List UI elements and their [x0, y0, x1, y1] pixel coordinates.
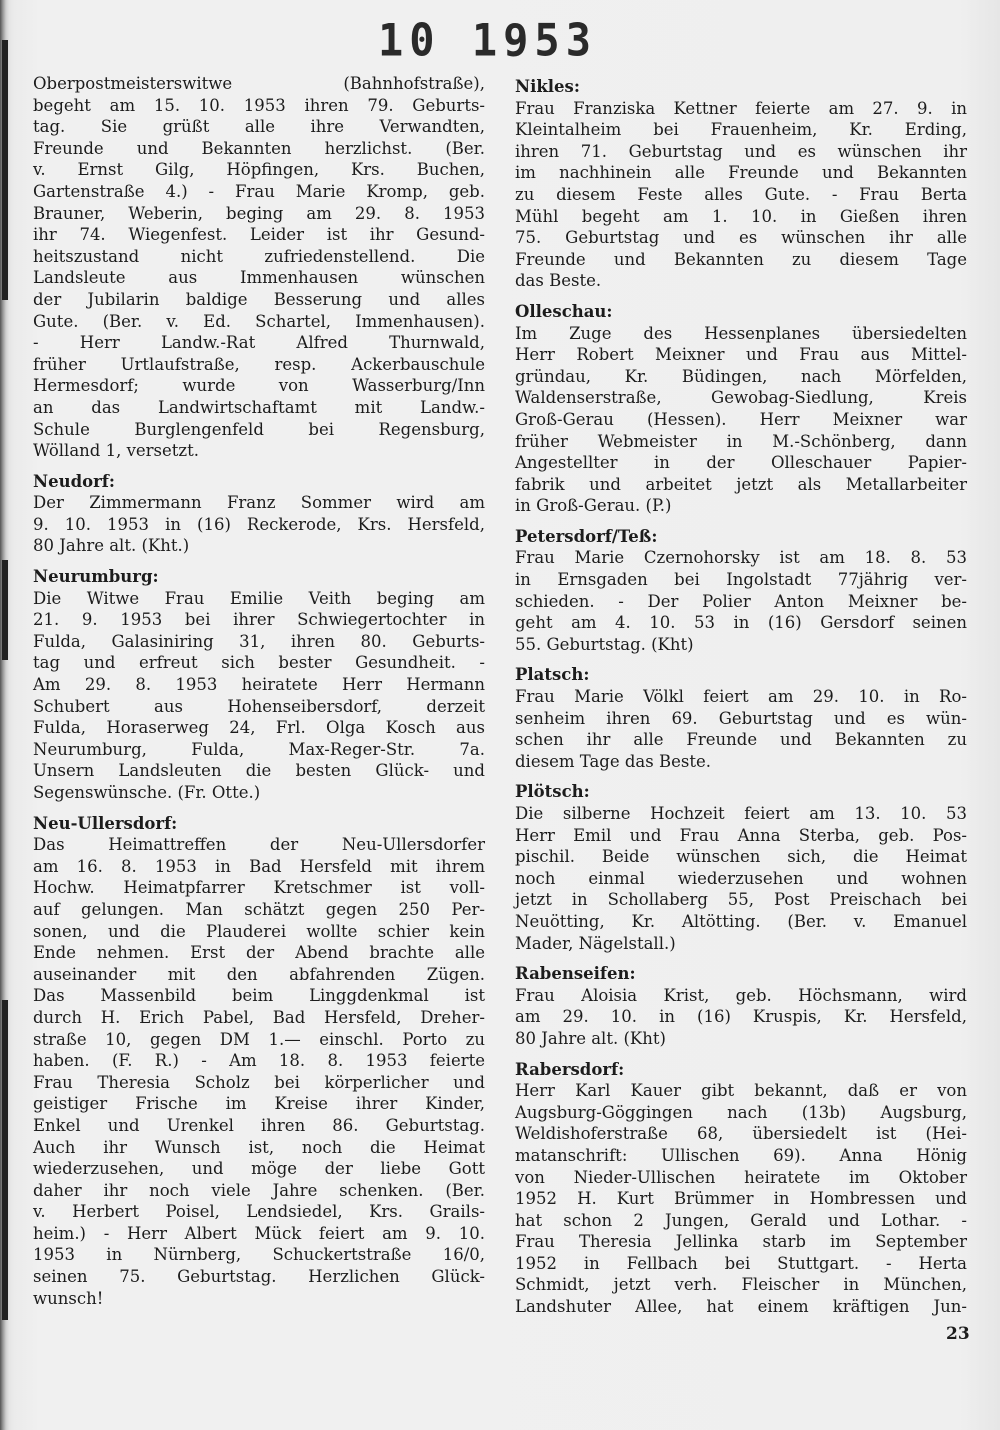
text-line: Schule Burglengenfeld bei Regensburg,: [33, 419, 485, 439]
text-line: wiederzusehen, und möge der liebe Gott: [33, 1159, 485, 1179]
text-line: Enkel und Urenkel ihren 86. Geburtstag.: [33, 1115, 485, 1135]
text-line: Oberpostmeisterswitwe (Bahnhofstraße),: [33, 74, 485, 93]
article-section: [515, 781, 967, 954]
text-line: haben. (F. R.) - Am 18. 8. 1953 feierte: [33, 1051, 485, 1071]
text-line: 1953 in Nürnberg, Schuckertstraße 16/0,: [33, 1245, 485, 1265]
text-line: von Nieder-Ullischen heiratete im Oktober: [515, 1167, 967, 1187]
text-line: Im Zuge des Hessenplanes übersiedelten: [515, 323, 967, 343]
text-line: pischil. Beide wünschen sich, die Heimat: [515, 847, 967, 867]
text-line: das Beste.: [515, 271, 602, 291]
text-line: Hermesdorf; wurde von Wasserburg/Inn: [33, 376, 485, 396]
text-line: Weldishoferstraße 68, übersiedelt ist (Hei-: [515, 1124, 967, 1144]
article-section: [515, 664, 967, 772]
text-line: Die Witwe Frau Emilie Veith beging am: [33, 588, 485, 608]
text-line: Schmidt, jetzt verh. Fleischer in München,: [515, 1275, 967, 1295]
section-heading: Rabersdorf:: [515, 1059, 625, 1079]
text-line: noch einmal wiederzusehen und wohnen: [515, 868, 967, 888]
article-section: [515, 76, 967, 292]
text-line: begeht am 15. 10. 1953 ihren 79. Geburts-: [33, 95, 485, 115]
text-line: Mader, Nägelstall.): [515, 933, 676, 953]
text-line: Frau Aloisia Krist, geb. Höchsmann, wird: [515, 985, 967, 1005]
text-line: Das Heimattreffen der Neu-Ullersdorfer: [33, 835, 485, 855]
text-line: Auch ihr Wunsch ist, noch die Heimat: [33, 1137, 485, 1157]
text-line: Gartenstraße 4.) - Frau Marie Kromp, geb.: [33, 181, 485, 201]
text-line: Herr Robert Meixner und Frau aus Mittel-: [515, 345, 967, 365]
text-line: Frau Theresia Scholz bei körperlicher und: [33, 1072, 485, 1092]
section-heading: Rabenseifen:: [515, 964, 636, 984]
text-line: geht am 4. 10. 53 in (16) Gersdorf seinen: [515, 613, 967, 633]
text-line: Gute. (Ber. v. Ed. Schartel, Immenhausen).: [33, 311, 485, 331]
text-line: früher Urtlaufstraße, resp. Ackerbauschule: [33, 354, 485, 374]
text-line: Herr Karl Kauer gibt bekannt, daß er von: [515, 1081, 967, 1101]
text-line: ihr 74. Wiegenfest. Leider ist ihr Gesund-: [33, 225, 485, 245]
text-line: Augsburg-Göggingen nach (13b) Augsburg,: [515, 1102, 967, 1122]
text-line: Freunde und Bekannten zu diesem Tage: [515, 249, 967, 269]
section-heading: Plötsch:: [515, 782, 590, 802]
text-line: v. Ernst Gilg, Höpfingen, Krs. Buchen,: [33, 160, 485, 180]
text-line: 9. 10. 1953 in (16) Reckerode, Krs. Hersfeld,: [33, 514, 485, 534]
text-line: Wölland 1, versetzt.: [33, 441, 199, 461]
article-section: [515, 301, 967, 517]
text-line: Herr Emil und Frau Anna Sterba, geb. Pos-: [515, 825, 967, 845]
text-line: Frau Franziska Kettner feierte am 27. 9. in: [515, 98, 967, 118]
text-line: tag. Sie grüßt alle ihre Verwandten,: [33, 117, 485, 137]
text-line: wunsch!: [33, 1288, 104, 1308]
text-line: in Ernsgaden bei Ingolstadt 77jährig ver-: [515, 570, 967, 590]
article-section: [515, 526, 967, 656]
text-line: Der Zimmermann Franz Sommer wird am: [33, 493, 485, 513]
text-line: Fulda, Horaserweg 24, Frl. Olga Kosch aus: [33, 718, 485, 738]
text-line: diesem Tage das Beste.: [515, 751, 711, 771]
text-line: Fulda, Galasiniring 31, ihren 80. Geburts-: [33, 631, 485, 651]
text-line: der Jubilarin baldige Besserung und alles: [33, 289, 485, 309]
section-heading: Neu-Ullersdorf:: [33, 813, 178, 833]
text-line: ihren 71. Geburtstag und es wünschen ihr: [515, 141, 967, 161]
text-line: 55. Geburtstag. (Kht): [515, 634, 694, 654]
text-line: Segenswünsche. (Fr. Otte.): [33, 783, 261, 802]
text-line: Angestellter in der Olleschauer Papier-: [515, 453, 967, 473]
text-line: Das Massenbild beim Linggdenkmal ist: [33, 986, 485, 1006]
text-line: Waldenserstraße, Gewobag-Siedlung, Kreis: [515, 388, 967, 408]
text-line: 21. 9. 1953 bei ihrer Schwiegertochter in: [33, 610, 485, 630]
text-line: 75. Geburtstag und es wünschen ihr alle: [515, 228, 967, 248]
text-line: Frau Theresia Jellinka starb im September: [515, 1232, 967, 1252]
text-line: hat schon 2 Jungen, Gerald und Lothar. -: [515, 1210, 967, 1230]
text-line: gründau, Kr. Büdingen, nach Mörfelden,: [515, 366, 967, 386]
text-line: senheim ihren 69. Geburtstag und es wün-: [515, 708, 967, 728]
date-stamp: 10 1953: [378, 14, 598, 67]
text-line: geistiger Frische im Kreise ihrer Kinder,: [33, 1094, 485, 1114]
binding-shadow: [2, 560, 8, 660]
text-line: Hochw. Heimatpfarrer Kretschmer ist voll-: [33, 878, 485, 898]
text-line: Am 29. 8. 1953 heiratete Herr Hermann: [33, 675, 485, 695]
text-line: Landshuter Allee, hat einem kräftigen Jun-: [515, 1297, 967, 1317]
text-line: Schubert aus Hohenseibersdorf, derzeit: [33, 696, 485, 716]
text-line: Frau Marie Völkl feiert am 29. 10. in Ro-: [515, 687, 967, 707]
text-line: tag und erfreut sich bester Gesundheit. -: [33, 653, 485, 673]
text-column-right: [515, 76, 967, 1318]
text-line: 80 Jahre alt. (Kht.): [33, 536, 190, 556]
text-line: Freunde und Bekannten herzlichst. (Ber.: [33, 138, 485, 158]
text-line: durch H. Erich Pabel, Bad Hersfeld, Dreher-: [33, 1007, 485, 1027]
text-line: jetzt in Schollaberg 55, Post Preischach bei: [515, 890, 967, 910]
page-number: 23: [946, 1324, 970, 1344]
section-heading: Platsch:: [515, 665, 590, 685]
text-line: heitszustand nicht zufriedenstellend. Die: [33, 246, 485, 266]
text-line: straße 10, gegen DM 1.— einschl. Porto zu: [33, 1029, 485, 1049]
text-line: Unsern Landsleuten die besten Glück- und: [33, 761, 485, 781]
text-line: Kleintalheim bei Frauenheim, Kr. Erding,: [515, 120, 967, 140]
text-line: sonen, und die Plauderei wollte schier kein: [33, 921, 485, 941]
section-heading: Olleschau:: [515, 301, 613, 321]
section-heading: Neurumburg:: [33, 567, 159, 587]
text-line: früher Webmeister in M.-Schönberg, dann: [515, 431, 967, 451]
binding-shadow: [2, 1000, 8, 1320]
article-section: [515, 1059, 967, 1318]
article-section: [33, 813, 485, 1310]
text-line: v. Herbert Poisel, Lendsiedel, Krs. Grails-: [33, 1202, 485, 1222]
text-line: 1952 in Fellbach bei Stuttgart. - Herta: [515, 1253, 967, 1273]
section-heading: Nikles:: [515, 77, 580, 96]
binding-shadow: [2, 40, 8, 300]
text-line: schieden. - Der Polier Anton Meixner be-: [515, 591, 967, 611]
text-line: zu diesem Feste alles Gute. - Frau Berta: [515, 184, 967, 204]
text-column-left: [33, 73, 485, 1309]
text-line: Frau Marie Czernohorsky ist am 18. 8. 53: [515, 548, 967, 568]
text-line: 1952 H. Kurt Brümmer in Hombressen und: [515, 1189, 967, 1209]
text-line: am 29. 10. in (16) Kruspis, Kr. Hersfeld,: [515, 1007, 967, 1027]
text-line: Brauner, Weberin, beging am 29. 8. 1953: [33, 203, 485, 223]
section-heading: Neudorf:: [33, 471, 116, 491]
article-section: [515, 963, 967, 1049]
text-line: Ende nehmen. Erst der Abend brachte alle: [33, 943, 485, 963]
text-line: auf gelungen. Man schätzt gegen 250 Per-: [33, 899, 485, 919]
text-line: am 16. 8. 1953 in Bad Hersfeld mit ihrem: [33, 856, 485, 876]
text-line: Die silberne Hochzeit feiert am 13. 10. 53: [515, 804, 967, 823]
text-line: heim.) - Herr Albert Mück feiert am 9. 10.: [33, 1223, 485, 1243]
text-line: Neurumburg, Fulda, Max-Reger-Str. 7a.: [33, 739, 485, 759]
text-line: schen ihr alle Freunde und Bekannten zu: [515, 730, 967, 750]
text-line: an das Landwirtschaftamt mit Landw.-: [33, 397, 485, 417]
text-line: auseinander mit den abfahrenden Zügen.: [33, 964, 485, 984]
text-line: matanschrift: Ullischen 69). Anna Hönig: [515, 1145, 967, 1165]
article-section: [33, 471, 485, 557]
text-line: 80 Jahre alt. (Kht): [515, 1028, 666, 1048]
text-line: fabrik und arbeitet jetzt als Metallarbeiter: [515, 474, 967, 494]
text-line: Mühl begeht am 1. 10. in Gießen ihren: [515, 206, 967, 226]
text-line: Landsleute aus Immenhausen wünschen: [33, 268, 485, 288]
text-line: im nachhinein alle Freunde und Bekannten: [515, 163, 967, 183]
text-line: Neuötting, Kr. Altötting. (Ber. v. Emanuel: [515, 911, 967, 931]
text-line: in Groß-Gerau. (P.): [515, 496, 672, 516]
text-line: Groß-Gerau (Hessen). Herr Meixner war: [515, 409, 967, 429]
text-line: daher ihr noch viele Jahre schenken. (Ber.: [33, 1180, 485, 1200]
article-section: [33, 566, 485, 804]
text-line: seinen 75. Geburtstag. Herzlichen Glück-: [33, 1267, 485, 1287]
section-heading: Petersdorf/Teß:: [515, 526, 658, 546]
text-line: - Herr Landw.-Rat Alfred Thurnwald,: [33, 333, 485, 353]
article-section: [33, 73, 485, 462]
